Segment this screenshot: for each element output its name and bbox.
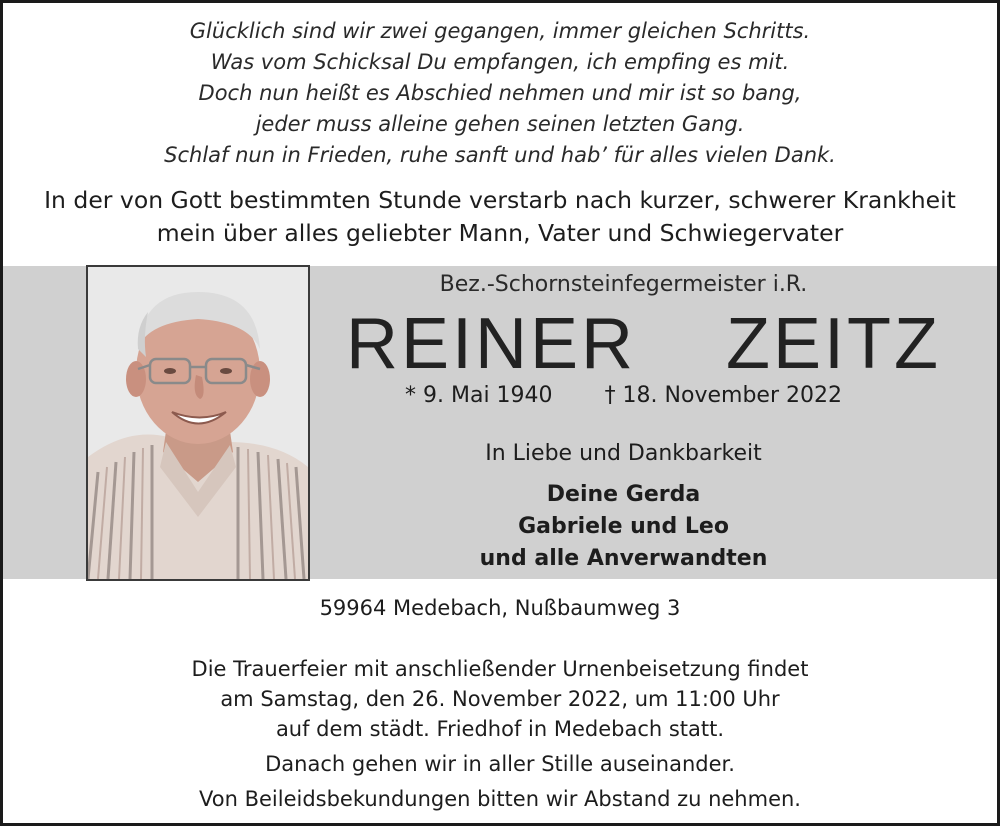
service-line: am Samstag, den 26. November 2022, um 11:00 Uhr <box>220 687 780 711</box>
deceased-name: REINER ZEITZ <box>346 304 942 384</box>
deceased-title: Bez.-Schornsteinfegermeister i.R. <box>439 272 808 297</box>
poem-line: Schlaf nun in Frieden, ruhe sanft und hab’ für alles vielen Dank. <box>164 143 836 167</box>
mourners-intro: In Liebe und Dankbarkeit <box>485 441 762 466</box>
portrait-illustration <box>88 267 308 579</box>
service-details <box>0 654 1000 814</box>
mourner-name: Gabriele und Leo <box>518 514 729 539</box>
poem-line: Was vom Schicksal Du empfangen, ich empfing es mit. <box>210 50 790 74</box>
poem-line: Glücklich sind wir zwei gegangen, immer gleichen Schritts. <box>189 19 811 43</box>
portrait-photo <box>86 265 310 581</box>
service-line: Von Beileidsbekundungen bitten wir Abstand zu nehmen. <box>199 787 801 811</box>
poem-line: Doch nun heißt es Abschied nehmen und mir ist so bang, <box>198 81 802 105</box>
announcement-line: In der von Gott bestimmten Stunde verstarb nach kurzer, schwerer Krankheit <box>44 186 956 214</box>
mourner-name: Deine Gerda <box>546 482 701 507</box>
service-line: auf dem städt. Friedhof in Medebach statt. <box>275 717 725 741</box>
mourners-list <box>346 479 901 575</box>
poem-line: jeder muss alleine gehen seinen letzten Gang. <box>255 112 745 136</box>
life-dates <box>346 383 901 408</box>
poem <box>0 16 1000 171</box>
announcement <box>0 184 1000 250</box>
address: 59964 Medebach, Nußbaumweg 3 <box>319 596 681 620</box>
death-date: † 18. November 2022 <box>604 383 842 408</box>
mourner-name: und alle Anverwandten <box>479 546 768 571</box>
announcement-line: mein über alles geliebter Mann, Vater und Schwiegervater <box>156 219 844 247</box>
service-line: Die Trauerfeier mit anschließender Urnenbeisetzung findet <box>191 657 809 681</box>
service-line: Danach gehen wir in aller Stille auseinander. <box>265 752 735 776</box>
birth-date: * 9. Mai 1940 <box>405 383 553 408</box>
